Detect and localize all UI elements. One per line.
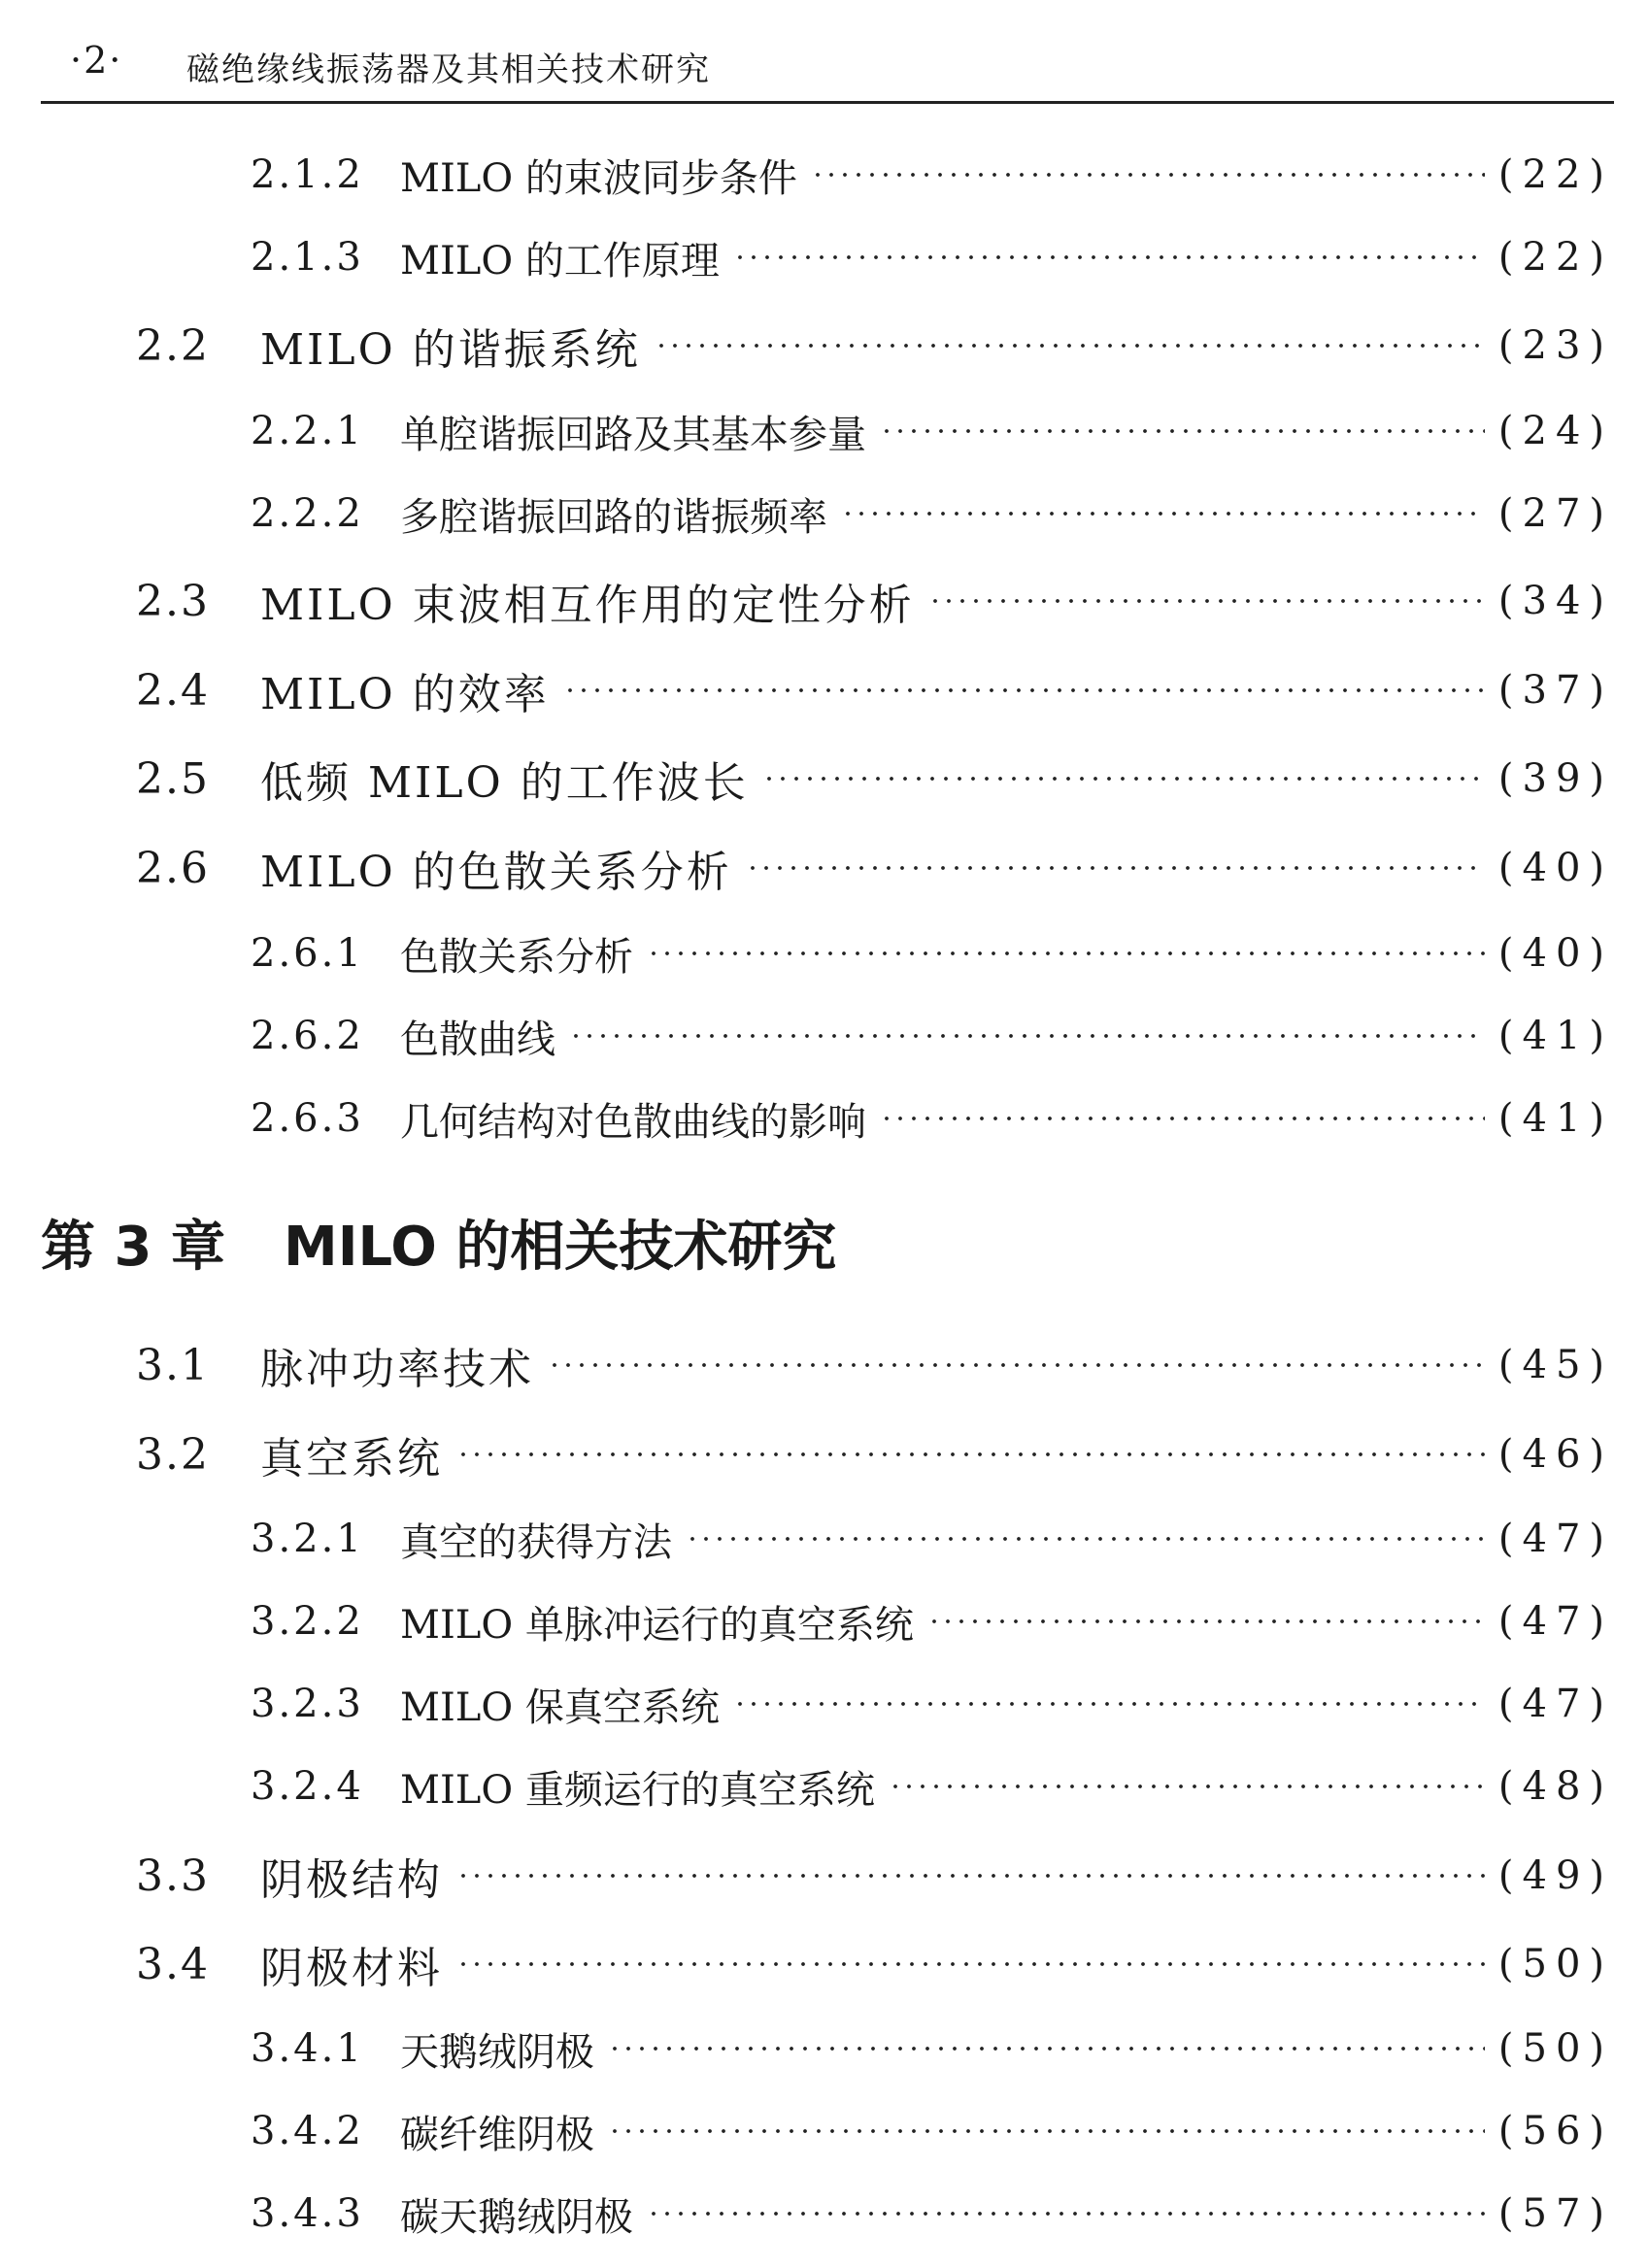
toc-entry-number: 2.6.2 <box>251 1014 364 1058</box>
dot-leader <box>733 1701 1485 1707</box>
page-number: ·2· <box>70 39 123 82</box>
toc-entry-number: 2.2.1 <box>251 409 364 453</box>
running-header <box>41 37 1614 104</box>
toc-entry-number: 2.6.1 <box>251 931 364 976</box>
toc-entry-number: 2.3 <box>136 576 210 626</box>
dot-leader <box>608 2046 1485 2051</box>
toc-entry-number: 2.1.2 <box>251 152 364 197</box>
toc-entry[interactable] <box>251 2022 1613 2075</box>
toc-entry-number: 3.4.3 <box>251 2191 364 2236</box>
toc-entry[interactable] <box>251 927 1613 980</box>
dot-leader <box>456 1961 1485 1967</box>
dot-leader <box>655 343 1485 349</box>
toc-entry-title: 色散曲线 <box>400 1017 555 1062</box>
toc-entry[interactable] <box>251 2105 1613 2157</box>
toc-entry-number: 2.4 <box>136 665 210 716</box>
toc-entry-title: 阴极结构 <box>260 1855 443 1905</box>
toc-entry[interactable] <box>136 1935 1613 1993</box>
toc-entry-number: 3.4 <box>136 1939 210 1989</box>
dot-leader <box>456 1873 1485 1879</box>
toc-entry-title: MILO 的效率 <box>260 670 550 719</box>
toc-entry[interactable] <box>251 487 1613 540</box>
toc-entry[interactable] <box>251 1010 1613 1062</box>
toc-entry-title: 天鹅绒阴极 <box>400 2029 594 2075</box>
toc-entry-title: MILO 重频运行的真空系统 <box>400 1767 875 1813</box>
toc-entry-title: MILO 的工作原理 <box>400 238 720 284</box>
toc-entry-title: MILO 的谐振系统 <box>260 325 641 375</box>
toc-entry[interactable] <box>251 1760 1613 1813</box>
toc-entry-number: 3.2 <box>136 1429 210 1480</box>
toc-entry-page: (49) <box>1497 1853 1613 1898</box>
dot-leader <box>456 1451 1485 1457</box>
toc-entry-page: (41) <box>1497 1014 1613 1058</box>
dot-leader <box>746 865 1485 871</box>
dot-leader <box>927 1618 1485 1624</box>
dot-leader <box>928 598 1485 604</box>
toc-entry-page: (22) <box>1497 152 1613 197</box>
dot-leader <box>686 1536 1485 1542</box>
toc-entry-number: 2.6.3 <box>251 1096 364 1141</box>
toc-entry[interactable] <box>136 317 1613 375</box>
dot-leader <box>762 776 1485 782</box>
dot-leader <box>647 951 1485 956</box>
dot-leader <box>733 254 1485 260</box>
toc-entry-page: (47) <box>1497 1682 1613 1726</box>
toc-entry-number: 2.2.2 <box>251 491 364 536</box>
toc-entry[interactable] <box>136 839 1613 897</box>
toc-entry-title: 色散关系分析 <box>400 934 633 980</box>
toc-entry-number: 2.6 <box>136 843 210 893</box>
toc-entry-number: 3.2.1 <box>251 1517 364 1561</box>
toc-entry-page: (23) <box>1497 323 1613 368</box>
toc-entry-title: 碳天鹅绒阴极 <box>400 2194 633 2240</box>
toc-entry[interactable] <box>251 1595 1613 1648</box>
toc-entry-title: MILO 的色散关系分析 <box>260 848 732 897</box>
toc-entry-title: 单腔谐振回路及其基本参量 <box>400 412 866 457</box>
toc-entry-page: (40) <box>1497 846 1613 890</box>
toc-entry-page: (46) <box>1497 1432 1613 1477</box>
toc-entry[interactable] <box>251 1092 1613 1145</box>
toc-entry-number: 2.1.3 <box>251 235 364 280</box>
toc-entry-title: 低频 MILO 的工作波长 <box>260 758 749 808</box>
toc-entry-title: 几何结构对色散曲线的影响 <box>400 1099 866 1145</box>
toc-entry[interactable] <box>136 1336 1613 1394</box>
toc-entry-page: (34) <box>1497 579 1613 623</box>
toc-entry[interactable] <box>136 661 1613 719</box>
toc-entry[interactable] <box>251 1513 1613 1565</box>
toc-entry-title: 真空的获得方法 <box>400 1519 672 1565</box>
dot-leader <box>841 511 1485 517</box>
toc-entry-title: MILO 束波相互作用的定性分析 <box>260 581 915 630</box>
toc-entry-title: MILO 单脉冲运行的真空系统 <box>400 1602 914 1648</box>
toc-entry-number: 3.1 <box>136 1340 210 1390</box>
toc-entry-page: (22) <box>1497 235 1613 280</box>
chapter-label: 第 3 章 <box>41 1216 225 1279</box>
toc-entry-page: (40) <box>1497 931 1613 976</box>
dot-leader <box>563 687 1485 693</box>
toc-entry-number: 3.4.2 <box>251 2109 364 2153</box>
toc-entry-title: MILO 的束波同步条件 <box>400 155 797 201</box>
toc-entry-number: 2.2 <box>136 320 210 371</box>
toc-entry-page: (47) <box>1497 1517 1613 1561</box>
toc-entry[interactable] <box>251 149 1613 201</box>
toc-entry[interactable] <box>251 405 1613 457</box>
chapter-heading[interactable] <box>41 1204 836 1282</box>
dot-leader <box>889 1784 1485 1789</box>
dot-leader <box>880 1116 1485 1121</box>
toc-entry-title: 碳纤维阴极 <box>400 2112 594 2157</box>
toc-entry[interactable] <box>251 2187 1613 2240</box>
toc-entry-title: 脉冲功率技术 <box>260 1345 534 1394</box>
chapter-title: MILO 的相关技术研究 <box>283 1216 837 1279</box>
toc-entry-number: 3.3 <box>136 1851 210 1901</box>
toc-entry[interactable] <box>136 1847 1613 1905</box>
toc-entry[interactable] <box>136 750 1613 808</box>
toc-entry-title: 多腔谐振回路的谐振频率 <box>400 494 827 540</box>
toc-entry-number: 3.2.2 <box>251 1599 364 1644</box>
dot-leader <box>880 428 1485 434</box>
toc-entry[interactable] <box>251 231 1613 284</box>
toc-entry-page: (45) <box>1497 1343 1613 1387</box>
toc-entry-number: 3.2.3 <box>251 1682 364 1726</box>
toc-entry-page: (48) <box>1497 1764 1613 1809</box>
toc-entry-number: 3.2.4 <box>251 1764 364 1809</box>
toc-entry-page: (50) <box>1497 1942 1613 1986</box>
toc-entry-page: (27) <box>1497 491 1613 536</box>
toc-entry-page: (41) <box>1497 1096 1613 1141</box>
dot-leader <box>647 2211 1485 2217</box>
book-title: 磁绝缘线振荡器及其相关技术研究 <box>186 50 711 89</box>
toc-entry-page: (47) <box>1497 1599 1613 1644</box>
toc-entry-page: (37) <box>1497 668 1613 713</box>
dot-leader <box>569 1033 1485 1039</box>
toc-entry-page: (57) <box>1497 2191 1613 2236</box>
toc-entry-title: 阴极材料 <box>260 1944 443 1993</box>
toc-entry-page: (24) <box>1497 409 1613 453</box>
toc-entry-page: (50) <box>1497 2026 1613 2071</box>
toc-entry-title: MILO 保真空系统 <box>400 1684 720 1730</box>
toc-entry-page: (39) <box>1497 756 1613 801</box>
toc-entry[interactable] <box>136 1425 1613 1484</box>
toc-entry-number: 2.5 <box>136 753 210 804</box>
dot-leader <box>811 172 1485 178</box>
toc-entry[interactable] <box>251 1678 1613 1730</box>
toc-entry-page: (56) <box>1497 2109 1613 2153</box>
toc-entry-title: 真空系统 <box>260 1434 443 1484</box>
dot-leader <box>548 1362 1485 1368</box>
toc-entry-number: 3.4.1 <box>251 2026 364 2071</box>
toc-entry[interactable] <box>136 572 1613 630</box>
dot-leader <box>608 2128 1485 2134</box>
